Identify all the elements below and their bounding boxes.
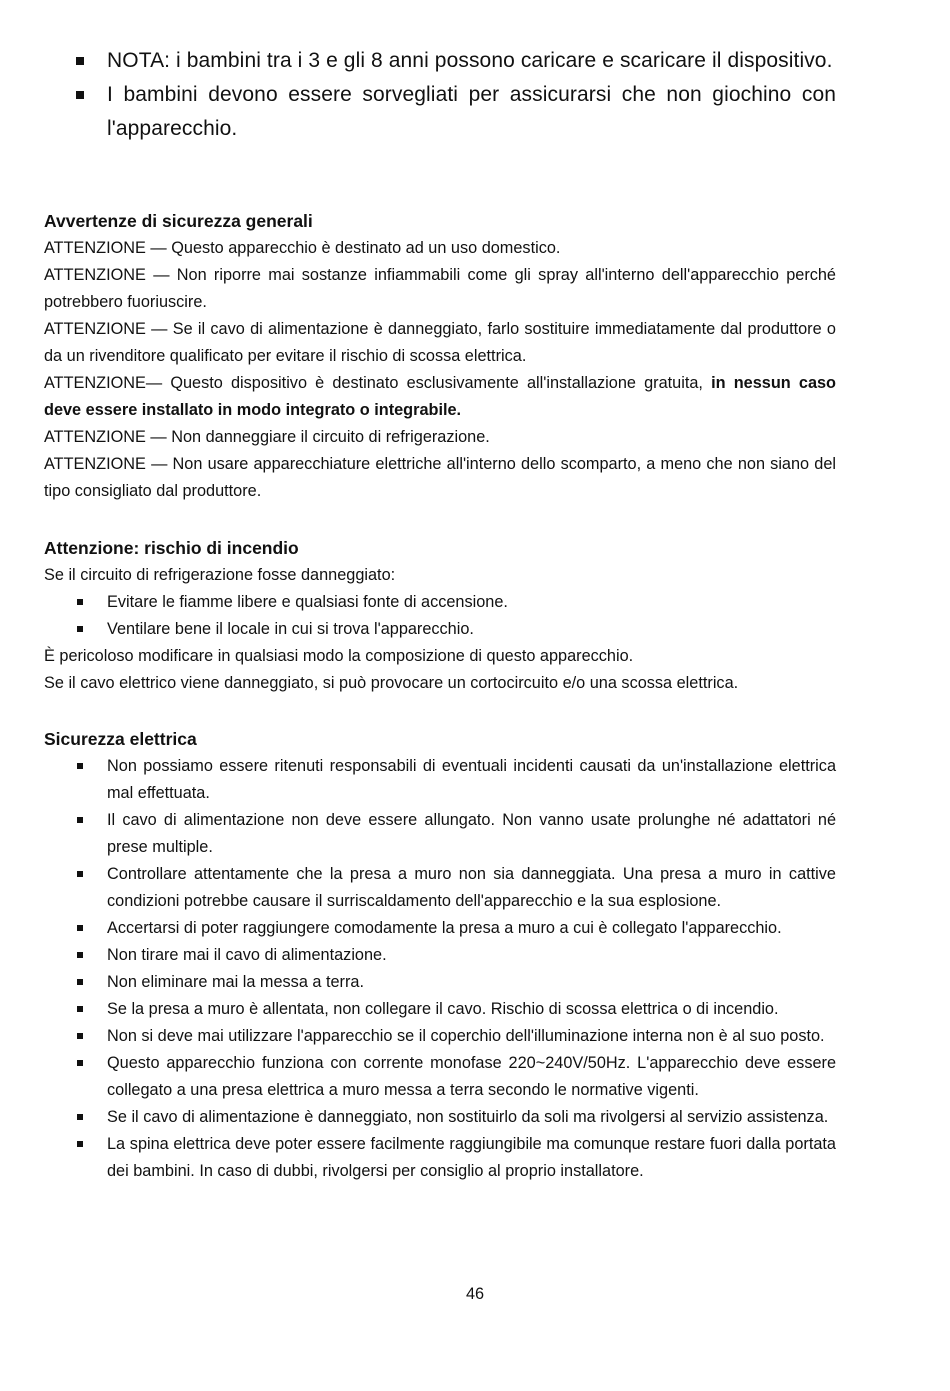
list-item-text: Non tirare mai il cavo di alimentazione. — [107, 946, 387, 964]
square-bullet-icon — [77, 1006, 83, 1012]
warning-paragraph: ATTENZIONE — Se il cavo di alimentazione è danneggiato, farlo sostituire immediatamente dal produttore o da un rivenditore qualificato per evitare il rischio di scossa elettrica. — [44, 320, 836, 365]
warning-paragraph — [44, 370, 836, 424]
square-bullet-icon — [77, 1033, 83, 1039]
list-item — [44, 616, 836, 643]
square-bullet-icon — [77, 817, 83, 823]
list-item — [44, 753, 836, 807]
list-item — [44, 807, 836, 861]
square-bullet-icon — [76, 91, 84, 99]
list-item — [44, 1050, 836, 1104]
list-item — [44, 1023, 836, 1050]
warning-paragraph: ATTENZIONE — Non riporre mai sostanze infiammabili come gli spray all'interno dell'apparecchio perché potrebbero fuoriuscire. — [44, 266, 836, 311]
list-item-text: Evitare le fiamme libere e qualsiasi fonte di accensione. — [107, 593, 508, 611]
square-bullet-icon — [77, 925, 83, 931]
list-item — [44, 1104, 836, 1131]
fire-bullet-list — [44, 589, 836, 643]
list-item-text: Accertarsi di poter raggiungere comodamente la presa a muro a cui è collegato l'apparecchio. — [107, 919, 782, 937]
list-item — [44, 78, 836, 146]
section-heading: Sicurezza elettrica — [44, 729, 197, 749]
square-bullet-icon — [77, 763, 83, 769]
fire-paragraph: È pericoloso modificare in qualsiasi modo la composizione di questo apparecchio. — [44, 647, 634, 665]
list-item — [44, 969, 836, 996]
warning-paragraph: ATTENZIONE — Questo apparecchio è destinato ad un uso domestico. — [44, 239, 561, 257]
list-item-text: Se il cavo di alimentazione è danneggiato, non sostituirlo da soli ma rivolgersi al servizio assistenza. — [107, 1108, 829, 1126]
general-warnings-section — [44, 208, 836, 505]
list-item-text: I bambini devono essere sorvegliati per assicurarsi che non giochino con l'apparecchio. — [107, 83, 836, 140]
square-bullet-icon — [76, 57, 84, 65]
square-bullet-icon — [77, 871, 83, 877]
list-item — [44, 1131, 836, 1185]
intro-bullet-list — [44, 44, 836, 146]
warning-paragraph: ATTENZIONE — Non usare apparecchiature elettriche all'interno dello scomparto, a meno che non siano del tipo consigliato dal produttore. — [44, 455, 836, 500]
list-item-text: Il cavo di alimentazione non deve essere allungato. Non vanno usate prolunghe né adattatori né prese multiple. — [107, 811, 836, 856]
electrical-safety-section — [44, 726, 836, 1185]
list-item-text: Non eliminare mai la messa a terra. — [107, 973, 364, 991]
list-item — [44, 996, 836, 1023]
list-item-text: Non si deve mai utilizzare l'apparecchio se il coperchio dell'illuminazione interna non è al suo posto. — [107, 1027, 825, 1045]
square-bullet-icon — [77, 1060, 83, 1066]
list-item — [44, 915, 836, 942]
list-item-text: La spina elettrica deve poter essere facilmente raggiungibile ma comunque restare fuori dalla portata dei bambini. In caso di dubbi, rivolgersi per consiglio al proprio installatore. — [107, 1135, 836, 1180]
square-bullet-icon — [77, 599, 83, 605]
section-heading: Attenzione: rischio di incendio — [44, 538, 299, 558]
square-bullet-icon — [77, 952, 83, 958]
list-item — [44, 44, 836, 78]
fire-paragraph: Se il cavo elettrico viene danneggiato, si può provocare un cortocircuito e/o una scossa elettrica. — [44, 674, 739, 692]
list-item — [44, 589, 836, 616]
warning-paragraph: ATTENZIONE — Non danneggiare il circuito di refrigerazione. — [44, 428, 490, 446]
section-intro: Se il circuito di refrigerazione fosse danneggiato: — [44, 566, 396, 584]
square-bullet-icon — [77, 1114, 83, 1120]
list-item-text: Ventilare bene il locale in cui si trova l'apparecchio. — [107, 620, 474, 638]
electrical-bullet-list — [44, 753, 836, 1185]
warning-text: ATTENZIONE— Questo dispositivo è destinato esclusivamente all'installazione gratuita, — [44, 374, 712, 392]
list-item-text: Non possiamo essere ritenuti responsabili di eventuali incidenti causati da un'installazione elettrica mal effettuata. — [107, 757, 836, 802]
list-item-text: Controllare attentamente che la presa a muro non sia danneggiata. Una presa a muro in cattive condizioni potrebbe causare il surriscaldamento dell'apparecchio e la sua esplosione. — [107, 865, 836, 910]
warning-emphasis: in nessun caso deve essere installato in modo integrato o integrabile. — [44, 374, 836, 419]
list-item — [44, 861, 836, 915]
list-item — [44, 942, 836, 969]
list-item-text: NOTA: i bambini tra i 3 e gli 8 anni possono caricare e scaricare il dispositivo. — [107, 49, 833, 72]
list-item-text: Questo apparecchio funziona con corrente monofase 220~240V/50Hz. L'apparecchio deve essere collegato a una presa elettrica a muro messa a terra secondo le normative vigenti. — [107, 1054, 836, 1099]
square-bullet-icon — [77, 1141, 83, 1147]
square-bullet-icon — [77, 626, 83, 632]
page-number: 46 — [465, 1285, 485, 1303]
fire-risk-section — [44, 535, 836, 697]
square-bullet-icon — [77, 979, 83, 985]
list-item-text: Se la presa a muro è allentata, non collegare il cavo. Rischio di scossa elettrica o di incendio. — [107, 1000, 779, 1018]
section-heading: Avvertenze di sicurezza generali — [44, 211, 313, 231]
